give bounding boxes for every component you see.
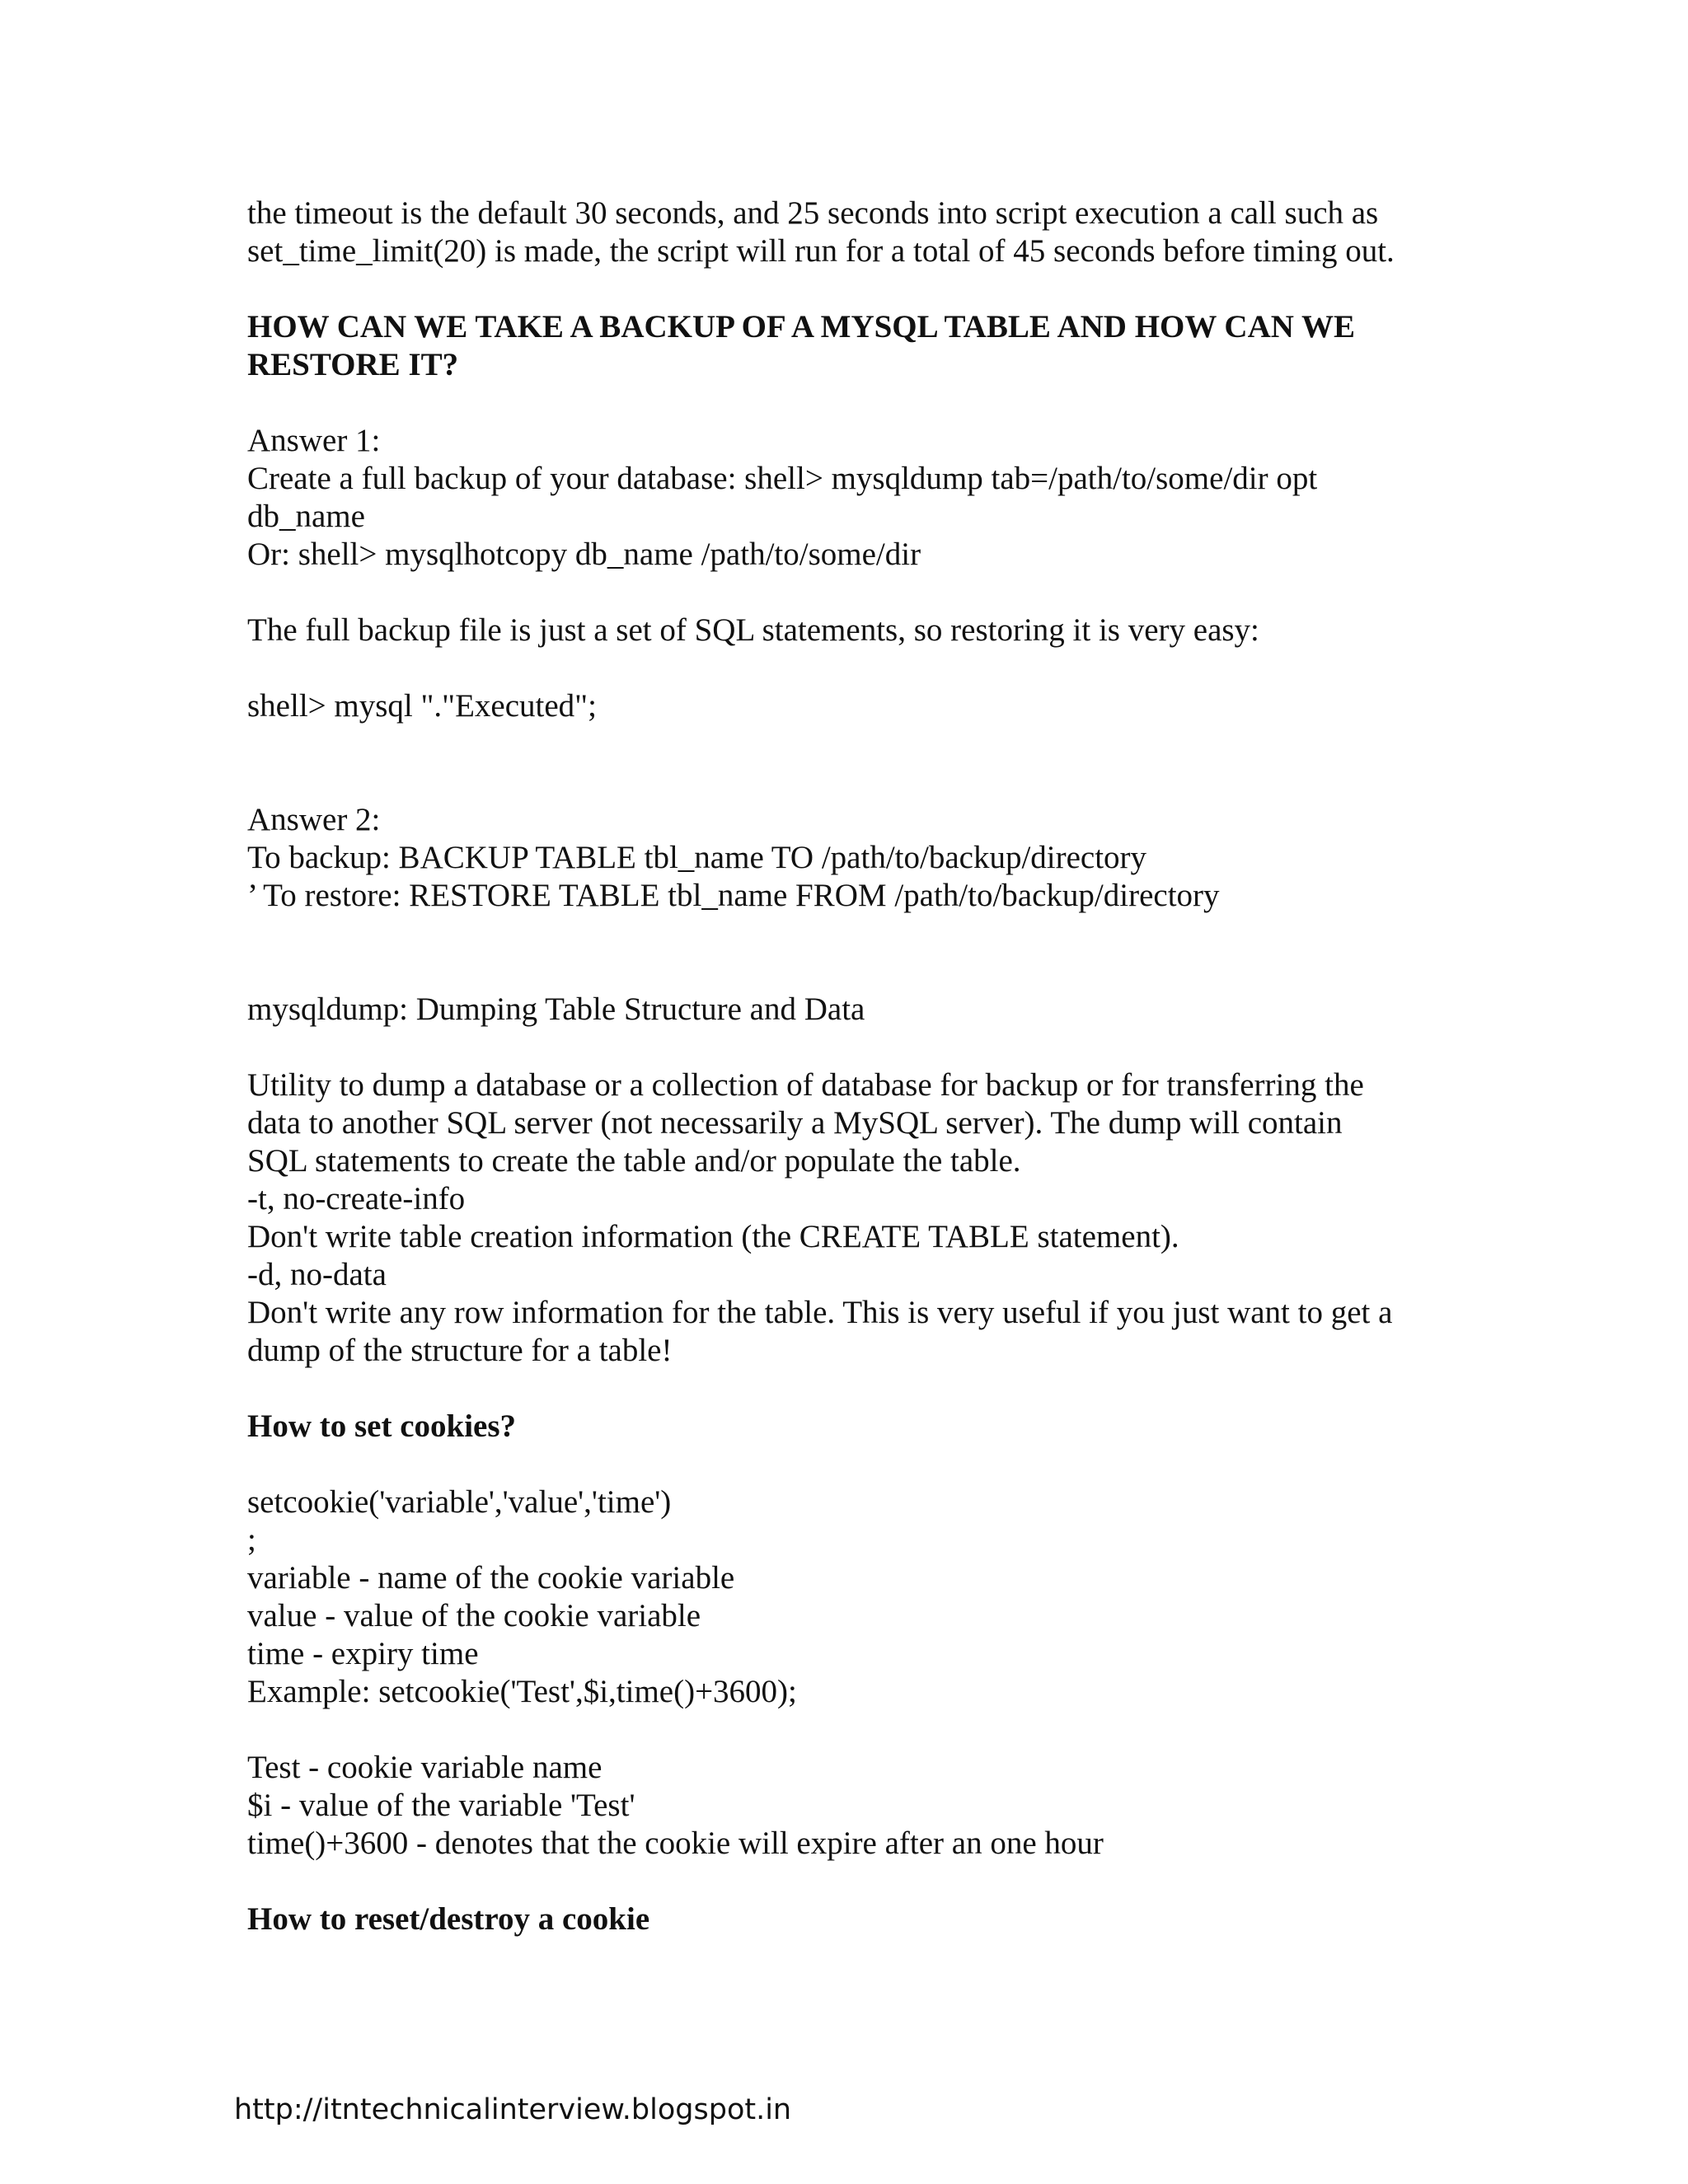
footer-url: http://itntechnicalinterview.blogspot.in [234, 2093, 792, 2126]
mysqldump-desc-2: data to another SQL server (not necessarily a MySQL server). The dump will contain [247, 1105, 1343, 1141]
reset-cookie-heading: How to reset/destroy a cookie [247, 1901, 650, 1937]
option-d-desc-2: dump of the structure for a table! [247, 1333, 673, 1368]
option-d-desc-1: Don't write any row information for the table. This is very useful if you just want to get a [247, 1295, 1393, 1330]
cookie-i-desc: $i - value of the variable 'Test' [247, 1788, 635, 1823]
backup-question-line-2: RESTORE IT? [247, 347, 459, 382]
mysqldump-desc-1: Utility to dump a database or a collection of database for backup or for transferring the [247, 1067, 1364, 1103]
answer2-restore: ’ To restore: RESTORE TABLE tbl_name FROM /path/to/backup/directory [247, 878, 1220, 913]
shell-command: shell> mysql "."Executed"; [247, 688, 597, 724]
option-d: -d, no-data [247, 1257, 387, 1292]
cookie-variable-desc: variable - name of the cookie variable [247, 1560, 735, 1596]
option-t-desc: Don't write table creation information (the CREATE TABLE statement). [247, 1219, 1179, 1254]
answer2-label: Answer 2: [247, 802, 381, 837]
cookie-example: Example: setcookie('Test',$i,time()+3600); [247, 1674, 797, 1709]
answer1-label: Answer 1: [247, 423, 381, 458]
cookie-syntax: setcookie('variable','value','time') [247, 1484, 672, 1520]
cookie-test-desc: Test - cookie variable name [247, 1750, 603, 1785]
answer1-line-2: db_name [247, 499, 365, 534]
mysqldump-desc-3: SQL statements to create the table and/or populate the table. [247, 1143, 1021, 1179]
answer2-backup: To backup: BACKUP TABLE tbl_name TO /path/to/backup/directory [247, 840, 1147, 875]
cookie-time-expl: time()+3600 - denotes that the cookie will expire after an one hour [247, 1825, 1104, 1861]
option-t: -t, no-create-info [247, 1181, 466, 1216]
cookie-semicolon: ; [247, 1522, 256, 1558]
backup-question-line-1: HOW CAN WE TAKE A BACKUP OF A MYSQL TABLE AND HOW CAN WE [247, 309, 1355, 344]
mysqldump-title: mysqldump: Dumping Table Structure and Data [247, 991, 865, 1027]
full-backup-text: The full backup file is just a set of SQL statements, so restoring it is very easy: [247, 612, 1259, 648]
cookie-time-desc: time - expiry time [247, 1636, 479, 1671]
intro-line-1: the timeout is the default 30 seconds, and 25 seconds into script execution a call such as [247, 195, 1379, 231]
cookie-value-desc: value - value of the cookie variable [247, 1598, 701, 1633]
intro-line-2: set_time_limit(20) is made, the script will run for a total of 45 seconds before timing out. [247, 233, 1395, 269]
answer1-line-3: Or: shell> mysqlhotcopy db_name /path/to/some/dir [247, 537, 921, 572]
cookies-heading: How to set cookies? [247, 1408, 517, 1444]
answer1-line-1: Create a full backup of your database: shell> mysqldump tab=/path/to/some/dir opt [247, 461, 1318, 496]
page-content [247, 194, 1451, 1938]
